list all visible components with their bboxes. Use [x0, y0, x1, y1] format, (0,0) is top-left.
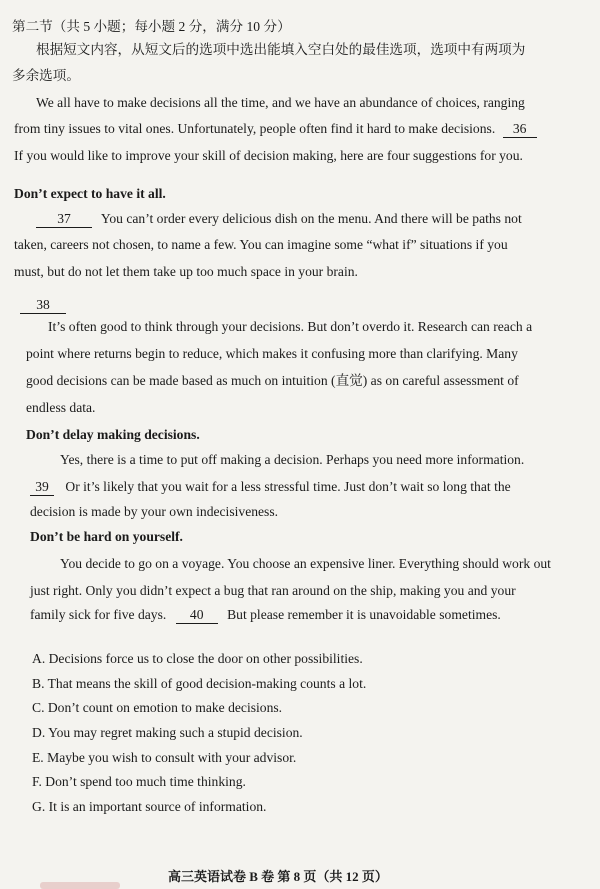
paragraph-1-line-2	[14, 120, 537, 138]
paragraph-5-line-3	[30, 606, 501, 624]
paragraph-3-line-4: endless data.	[26, 400, 96, 415]
paragraph-3-line-3: good decisions can be made based as much on intuition (直觉) as on careful assessment of	[26, 373, 519, 388]
blank-36: 36	[503, 121, 537, 138]
paragraph-4-line-1: Yes, there is a time to put off making a decision. Perhaps you need more information.	[60, 452, 525, 467]
option-a: A. Decisions force us to close the door on other possibilities.	[32, 651, 363, 666]
page-footer: 高三英语试卷 B 卷 第 8 页（共 12 页）	[168, 869, 388, 884]
paragraph-5-line-2: just right. Only you didn’t expect a bug that ran around on the ship, making you and your	[30, 583, 516, 598]
option-c: C. Don’t count on emotion to make decisions.	[32, 700, 283, 715]
paragraph-2-line-1	[36, 210, 522, 228]
option-e: E. Maybe you wish to consult with your advisor.	[32, 750, 297, 765]
option-b: B. That means the skill of good decision-making counts a lot.	[32, 676, 367, 691]
paragraph-1-line-3: If you would like to improve your skill of decision making, here are four suggestions for you.	[14, 148, 523, 163]
blank-39: 39	[30, 479, 54, 496]
paragraph-4-line-3: decision is made by your own indecisiveness.	[30, 504, 279, 519]
blank-40: 40	[176, 607, 218, 624]
blank-38: 38	[20, 297, 66, 314]
option-d: D. You may regret making such a stupid decision.	[32, 725, 303, 740]
heading-dont-delay: Don’t delay making decisions.	[26, 427, 200, 442]
instruction-line-1: 根据短文内容，从短文后的选项中选出能填入空白处的最佳选项，选项中有两项为	[36, 42, 526, 57]
blank-37: 37	[36, 211, 92, 228]
option-g: G. It is an important source of information.	[32, 799, 267, 814]
option-f: F. Don’t spend too much time thinking.	[32, 774, 246, 789]
paragraph-3-line-2: point where returns begin to reduce, which makes it confusing more than clarifying. Many	[26, 346, 518, 361]
blank-38-row	[20, 296, 66, 314]
paragraph-2-line-1-text: You can’t order every delicious dish on the menu. And there will be paths not	[100, 211, 522, 226]
heading-dont-expect: Don’t expect to have it all.	[14, 186, 166, 201]
paragraph-5-line-1: You decide to go on a voyage. You choose an expensive liner. Everything should work out	[60, 556, 551, 571]
paragraph-1-line-1: We all have to make decisions all the time, and we have an abundance of choices, ranging	[36, 95, 525, 110]
heading-dont-be-hard: Don’t be hard on yourself.	[30, 529, 183, 544]
red-ink-smudge	[40, 882, 120, 889]
paragraph-2-line-3: must, but do not let them take up too much space in your brain.	[14, 264, 358, 279]
paragraph-3-line-1: It’s often good to think through your decisions. But don’t overdo it. Research can reach a	[48, 319, 533, 334]
paragraph-5-line-3-text-a: family sick for five days.	[30, 607, 167, 622]
paragraph-5-line-3-text-b: But please remember it is unavoidable sometimes.	[227, 607, 501, 622]
paragraph-2-line-2: taken, careers not chosen, to name a few. You can imagine some “what if” situations if you	[14, 237, 508, 252]
paragraph-4-line-2-text: Or it’s likely that you wait for a less stressful time. Just don’t wait so long that the	[65, 479, 511, 494]
section-header: 第二节（共 5 小题；每小题 2 分，满分 10 分）	[12, 19, 291, 34]
instruction-line-2: 多余选项。	[12, 68, 80, 83]
paragraph-1-line-2-text: from tiny issues to vital ones. Unfortunately, people often find it hard to make decisions.	[14, 121, 496, 136]
paragraph-4-line-2	[30, 478, 511, 496]
